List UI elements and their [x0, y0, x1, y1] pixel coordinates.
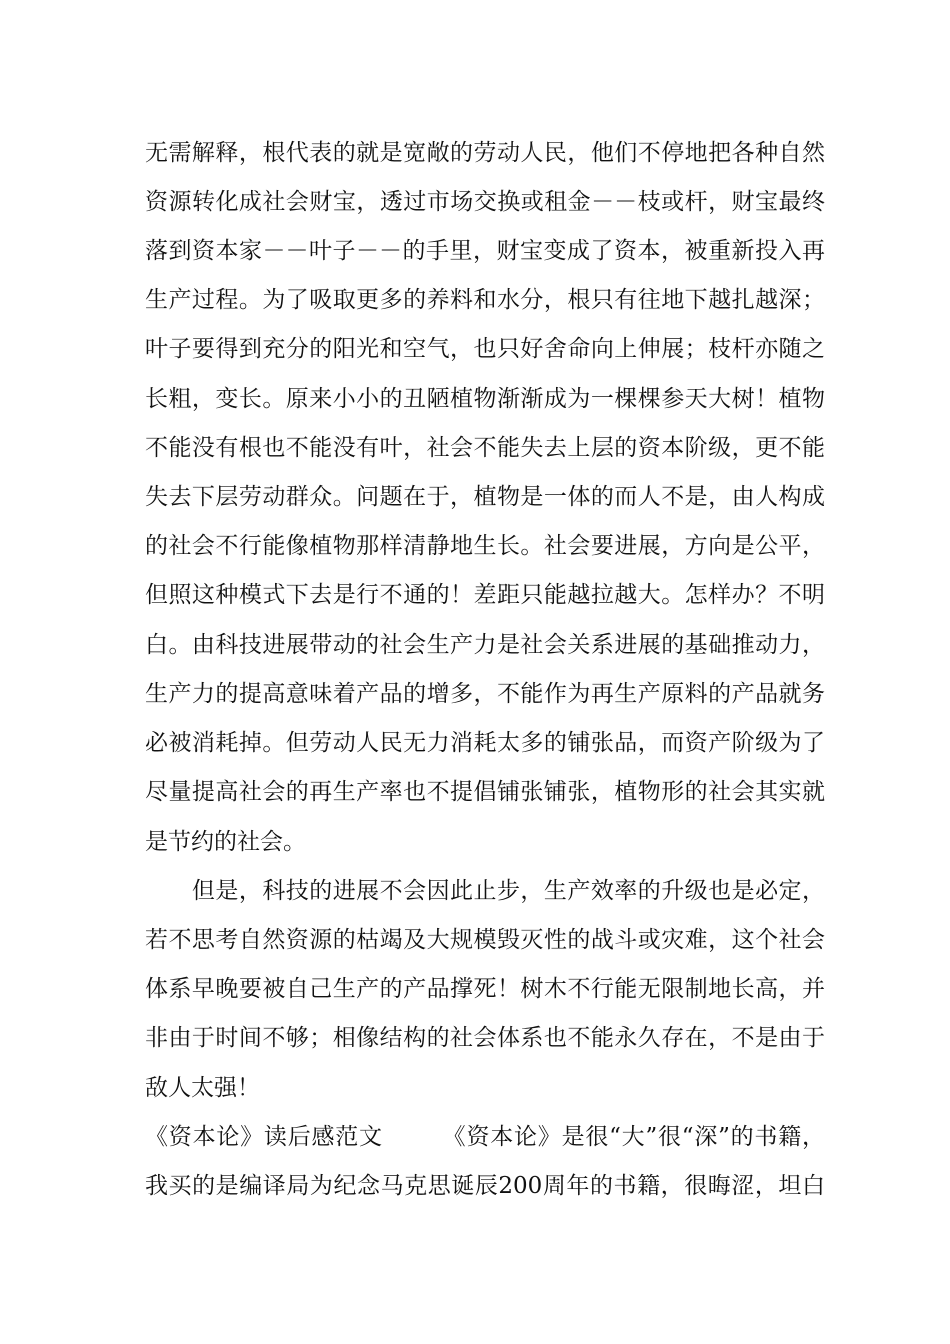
- text-line: 非由于时间不够；相像结构的社会体系也不能永久存在，不是由于: [145, 1025, 825, 1051]
- text-line: 白。由科技进展带动的社会生产力是社会关系进展的基础推动力，: [145, 632, 825, 658]
- text-line: 我买的是编译局为纪念马克思诞辰200周年的书籍，很晦涩，坦白: [145, 1173, 825, 1199]
- text-line: 落到资本家－－叶子－－的手里，财宝变成了资本，被重新投入再: [145, 238, 825, 264]
- text-line: 体系早晚要被自己生产的产品撑死！树木不行能无限制地长高，并: [145, 976, 825, 1002]
- text-line: 不能没有根也不能没有叶，社会不能失去上层的资本阶级，更不能: [145, 435, 825, 461]
- text-line: 必被消耗掉。但劳动人民无力消耗太多的铺张品，而资产阶级为了: [145, 730, 825, 756]
- text-line: 的社会不行能像植物那样清静地生长。社会要进展，方向是公平，: [145, 533, 825, 559]
- text-line: 若不思考自然资源的枯竭及大规模毁灭性的战斗或灾难，这个社会: [145, 927, 825, 953]
- text-line: 生产过程。为了吸取更多的养料和水分，根只有往地下越扎越深；: [145, 287, 825, 313]
- text-line: 但是，科技的进展不会因此止步，生产效率的升级也是必定，: [145, 878, 825, 904]
- text-line: 尽量提高社会的再生产率也不提倡铺张铺张，植物形的社会其实就: [145, 779, 825, 805]
- text-line: 叶子要得到充分的阳光和空气，也只好舍命向上伸展；枝杆亦随之: [145, 336, 825, 362]
- text-line: 资源转化成社会财宝，透过市场交换或租金－－枝或杆，财宝最终: [145, 189, 825, 215]
- text-line: 无需解释，根代表的就是宽敞的劳动人民，他们不停地把各种自然: [145, 140, 825, 166]
- text-line: 但照这种模式下去是行不通的！差距只能越拉越大。怎样办？不明: [145, 582, 825, 608]
- text-line: 失去下层劳动群众。问题在于，植物是一体的而人不是，由人构成: [145, 484, 825, 510]
- text-line: 《资本论》读后感范文 《资本论》是很“大”很“深”的书籍，: [145, 1124, 825, 1150]
- text-line: 是节约的社会。: [145, 829, 306, 855]
- text-line: 生产力的提高意味着产品的增多，不能作为再生产原料的产品就务: [145, 681, 825, 707]
- text-line: 敌人太强！: [145, 1075, 260, 1101]
- text-line: 长粗，变长。原来小小的丑陋植物渐渐成为一棵棵参天大树！植物: [145, 386, 825, 412]
